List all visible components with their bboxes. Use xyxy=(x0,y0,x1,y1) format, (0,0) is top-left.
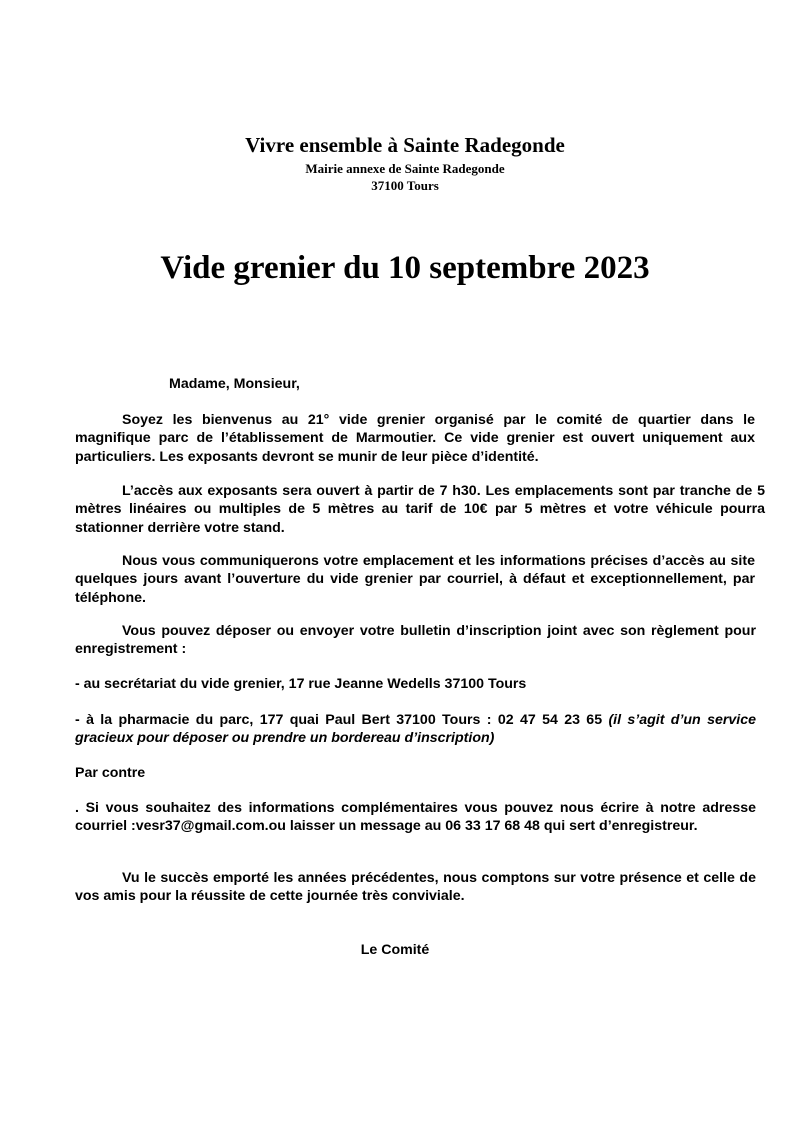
list-item-pharmacy xyxy=(75,711,756,748)
pharmacy-note: (il s’agit d’un service gracieux pour déposer ou prendre un bordereau d’inscription) xyxy=(75,712,756,747)
pharmacy-address: - à la pharmacie du parc, 177 quai Paul Bert 37100 Tours : 02 47 54 23 65 xyxy=(75,712,609,728)
paragraph-registration: Vous pouvez déposer ou envoyer votre bulletin d’inscription joint avec son règlement pour enregistrement : xyxy=(75,623,756,658)
organization-name: Vivre ensemble à Sainte Radegonde xyxy=(245,133,565,157)
signature: Le Comité xyxy=(360,942,430,958)
page-title: Vide grenier du 10 septembre 2023 xyxy=(160,250,650,286)
paragraph-contact: . Si vous souhaitez des informations complémentaires vous pouvez nous écrire à notre adresse courriel :vesr37@gmail.com.ou laisser un message au 06 33 17 68 48 qui sert d’enregistreur. xyxy=(75,800,756,835)
letter-salutation: Madame, Monsieur, xyxy=(169,376,300,392)
paragraph-access: L’accès aux exposants sera ouvert à partir de 7 h30. Les emplacements sont par tranche de 5 mètres linéaires ou multiples de 5 mètres au tarif de 10€ par 5 mètres et votre véhicule pourra stationner derrière votre stand. xyxy=(75,483,765,536)
paragraph-communication: Nous vous communiquerons votre emplacement et les informations précises d’accès au site quelques jours avant l’ouverture du vide grenier par courriel, à défaut et exceptionnellement, par téléphone. xyxy=(75,553,755,606)
organization-city: 37100 Tours xyxy=(371,178,439,193)
paragraph-welcome: Soyez les bienvenus au 21° vide grenier organisé par le comité de quartier dans le magnifique parc de l’établissement de Marmoutier. Ce vide grenier est ouvert uniquement aux particuliers. Les exposants devront se munir de leur pièce d’identité. xyxy=(75,412,755,465)
list-item-secretariat: - au secrétariat du vide grenier, 17 rue Jeanne Wedells 37100 Tours xyxy=(75,676,527,692)
organization-subtitle: Mairie annexe de Sainte Radegonde xyxy=(305,161,505,176)
paragraph-par-contre: Par contre xyxy=(75,765,146,781)
paragraph-closing: Vu le succès emporté les années précédentes, nous comptons sur votre présence et celle de vos amis pour la réussite de cette journée très conviviale. xyxy=(75,870,756,905)
